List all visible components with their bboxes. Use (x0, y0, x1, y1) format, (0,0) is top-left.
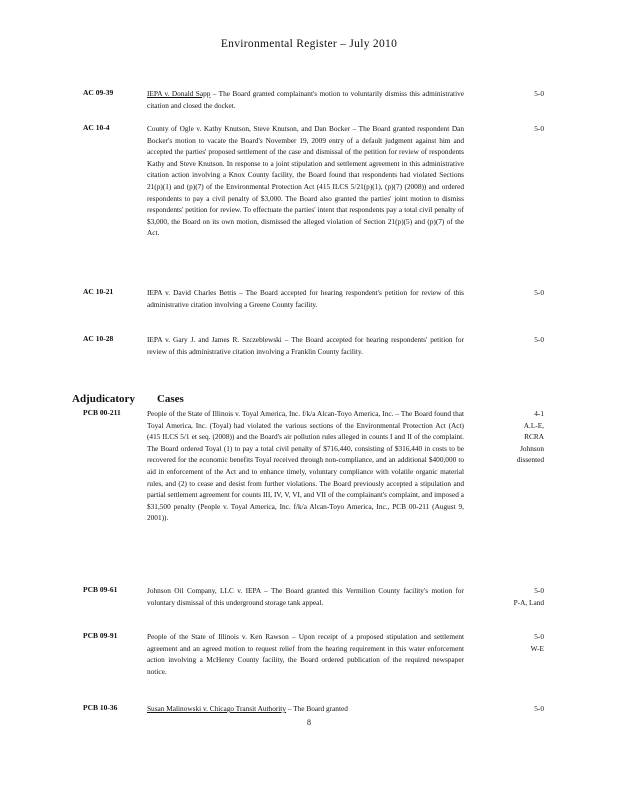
entry-text: County of Ogle v. Kathy Knutson, Steve Knutson, and Dan Bocker – The Board granted respondent Dan Bocker's motion to vacate the Board's November 19, 2009 entry of a default judgment against him and accepted the parties' proposed settlement of the case and dismissal of the petition for review of respondents Kathy and Steve Knutson. In response to a joint stipulation and settlement agreement in this administrative citation action involving a Knox County facility, the Board found that respondents had violated Sections 21(p)(1) and (p)(7) of the Environmental Protection Act (415 ILCS 5/21(p)(1), (p)(7) (2008)) and ordered respondents to pay a civil penalty of $3,000. The Board also granted the parties' joint motion to dismiss respondents' petition for review. To effectuate the parties' intent that respondents pay a total civil penalty of $3,000, the Board on its own motion, dismissed the alleged violation of Section 21(p)(5) and (p)(7) of the Act. (147, 124, 464, 238)
entry-text: Johnson Oil Company, LLC v. IEPA – The Board granted this Vermilion County facility's motion for voluntary dismissal of this underground storage tank appeal. (147, 586, 464, 607)
vote-result: 5-0 (534, 704, 544, 713)
entry-text (147, 88, 464, 111)
vote-result: 5-0 (534, 335, 544, 344)
entry-text: IEPA v. Gary J. and James R. Szczeblewski – The Board accepted for hearing respondents' petition for review of this administrative citation involving a Franklin County facility. (147, 335, 464, 356)
docket-number: PCB 09-61 (83, 585, 118, 594)
docket-number: PCB 09-91 (83, 631, 118, 640)
section-heading (72, 393, 184, 405)
case-title: IEPA v. Donald Sapp (147, 89, 211, 98)
vote-result: 4-1 A.L-E, RCRA Johnson dissented (516, 409, 544, 465)
docket-number: AC 10-4 (83, 123, 110, 132)
section-heading-word: Cases (156, 393, 184, 405)
page-header: Environmental Register – July 2010 (220, 38, 398, 50)
entry-text: People of the State of Illinois v. Ken Rawson – Upon receipt of a proposed stipulation and settlement agreement and an agreed motion to request relief from the hearing requirement in this water enforcement action involving a McHenry County facility, the Board ordered publication of the required newspaper notice. (147, 632, 464, 676)
docket-number: AC 10-21 (83, 287, 114, 296)
page-number: 8 (307, 718, 311, 727)
entry-text: People of the State of Illinois v. Toyal America, Inc. f/k/a Alcan-Toyo America, Inc. – The Board found that Toyal America, Inc. (Toyal) had violated the various sections of the Environmental Protection Act (Act) (415 ILCS 5/1 et seq. (2008)) and the Board's air pollution rules alleged in counts I and II of the complaint. The Board ordered Toyal (1) to pay a total civil penalty of $716,440, consisting of $316,440 in costs to be recovered for the economic benefits Toyal received through non-compliance, and an additional $400,000 to aid in enforcement of the Act and to enhance timely, voluntary compliance with volatile organic material rules, and (2) to cease and desist from further violations. The Board previously accepted a stipulation and partial settlement agreement for counts III, IV, V, VI, and VII of the complainant's complaint, and imposed a $31,500 penalty (People v. Toyal America, Inc. f/k/a Alcan-Toyo America, Inc., PCB 00-211 (August 9, 2001)). (147, 409, 464, 523)
case-summary: – The Board granted (286, 704, 348, 713)
docket-number: AC 09-39 (83, 88, 114, 97)
vote-result: 5-0 (534, 124, 544, 133)
docket-number: AC 10-28 (83, 334, 114, 343)
vote-result: 5-0 P-A, Land (513, 586, 544, 607)
vote-result: 5-0 (534, 288, 544, 297)
docket-number: PCB 10-36 (83, 703, 118, 712)
case-title: Susan Malinowski v. Chicago Transit Authority (147, 704, 286, 713)
entry-text: IEPA v. David Charles Bettis – The Board accepted for hearing respondent's petition for review of this administrative citation involving a Greene County facility. (147, 288, 464, 309)
case-summary: – The Board granted complainant's motion to voluntarily dismiss this administrative citation and closed the docket. (147, 89, 464, 110)
entry-text (147, 703, 464, 715)
vote-result: 5-0 W-E (530, 632, 544, 653)
section-heading-word: Adjudicatory (72, 393, 135, 405)
vote-result: 5-0 (534, 89, 544, 98)
docket-number: PCB 00-211 (83, 408, 121, 417)
